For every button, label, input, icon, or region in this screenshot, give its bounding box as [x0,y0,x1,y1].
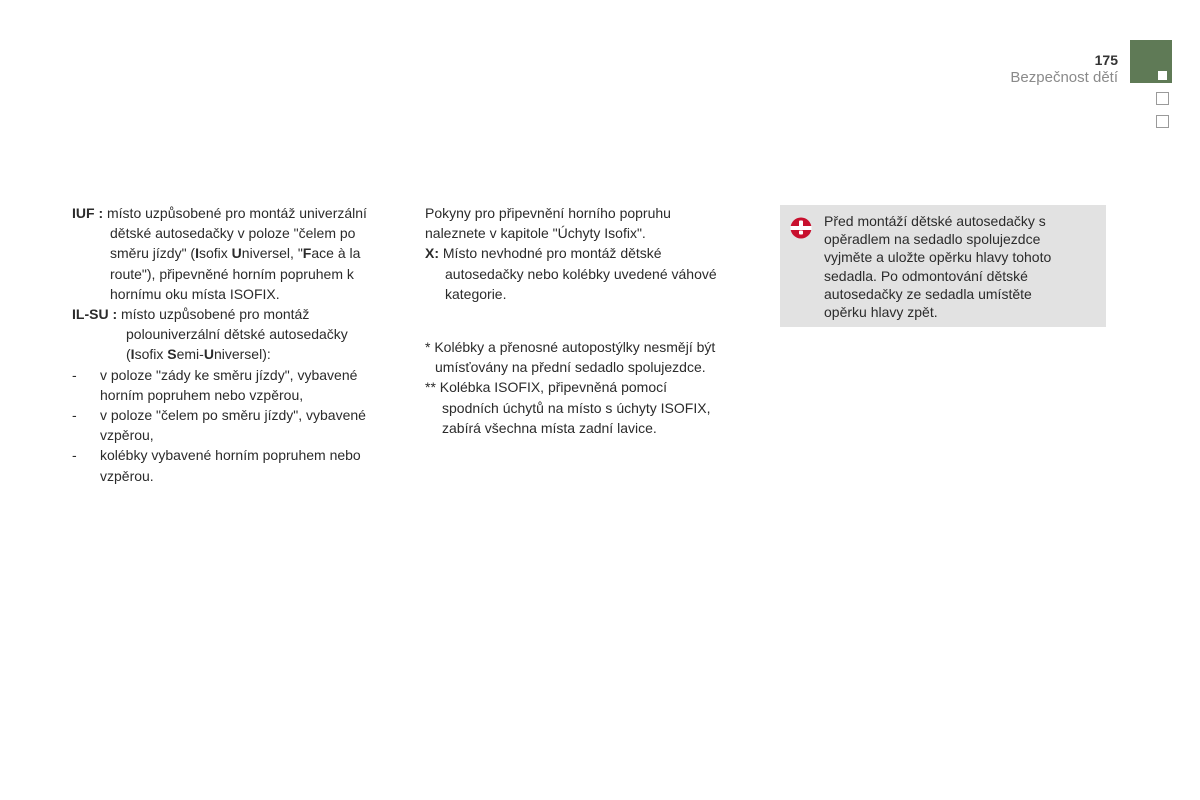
iuf-text: směru jízdy" (Isofix Universel, "Face à la [110,245,361,262]
list-dash: - [72,447,77,464]
x-entry: X: Místo nevhodné pro montáž dětské autosedačky nebo kolébky uvedené váhové kategorie. [425,245,717,302]
iuf-text: dětské autosedačky v poloze "čelem po [110,225,356,242]
iuf-entry [72,203,408,304]
ilsu-entry [72,304,408,365]
ilsu-term: IL-SU : [72,306,118,323]
x-term: X: [425,245,439,262]
footnote-1: * Kolébky a přenosné autopostýlky nesmějí být umísťovány na přední sedadlo spolujezdce. [425,339,716,376]
list-item: - v poloze "čelem po směru jízdy", vybavené vzpěrou, [72,407,366,444]
warning-box [780,205,1106,327]
chapter-tab-box [1156,92,1169,105]
middle-column [425,203,760,438]
iuf-text: hornímu oku místa ISOFIX. [110,285,280,302]
intro-text: naleznete v kapitole "Úchyty Isofix". [425,225,646,242]
iuf-text: místo uzpůsobené pro montáž univerzální [103,205,367,221]
chapter-tab-dot [1158,71,1167,80]
ilsu-text: (Isofix Semi-Universel): [126,346,271,363]
footnote-2: ** Kolébka ISOFIX, připevněná pomocí spodních úchytů na místo s úchyty ISOFIX, zabírá všechna místa zadní lavice. [425,379,711,436]
chapter-tab-box [1156,115,1169,128]
left-column [72,203,408,486]
ilsu-text: polouniverzální dětské autosedačky [126,326,348,343]
iuf-term: IUF : [72,205,104,221]
ilsu-text: místo uzpůsobené pro montáž [117,306,310,323]
list-item: - v poloze "zády ke směru jízdy", vybavené horním popruhem nebo vzpěrou, [72,366,358,403]
iuf-text: route"), připevněné horním popruhem k [110,265,354,282]
warning-text: Před montáží dětské autosedačky s opěradlem na sedadlo spolujezdce vyjměte a uložte opěrku hlavy tohoto sedadla. Po odmontování dětské autosedačky ze sedadla umístěte opěrku hlavy zpět. [824,213,1052,321]
intro-text: Pokyny pro připevnění horního popruhu [425,205,671,221]
page-number: 175 [1094,52,1118,68]
warning-exclamation-icon [790,217,812,239]
list-item: - kolébky vybavené horním popruhem nebo vzpěrou. [72,447,361,484]
list-dash: - [72,366,77,383]
list-dash: - [72,407,77,424]
section-title: Bezpečnost dětí [1010,69,1118,86]
